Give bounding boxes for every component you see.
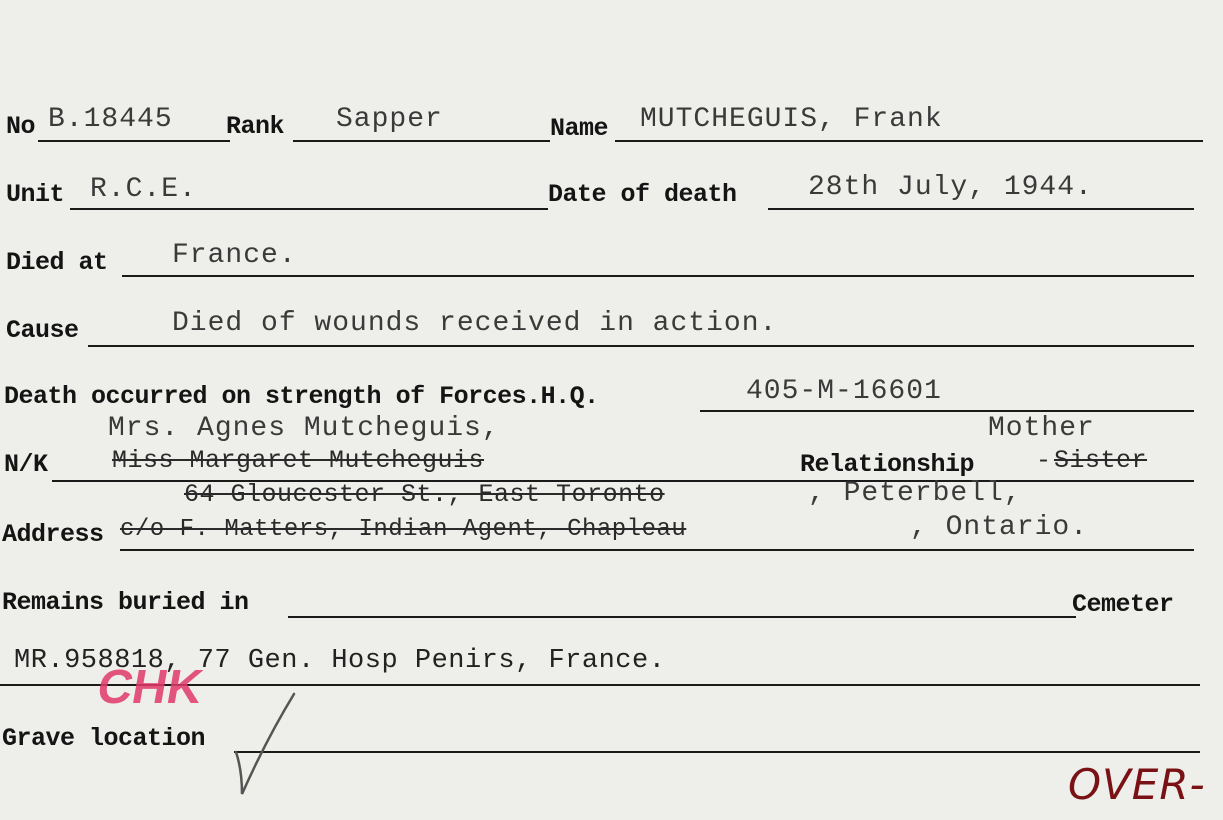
cause-underline — [88, 345, 1194, 347]
date-of-death-value: 28th July, 1944. — [808, 172, 1093, 203]
hq-underline — [700, 410, 1194, 412]
unit-value: R.C.E. — [90, 174, 197, 205]
address-line-1: , Peterbell, — [808, 478, 1022, 509]
cause-label: Cause — [6, 316, 79, 345]
rank-value: Sapper — [336, 104, 443, 135]
name-value: MUTCHEGUIS, Frank — [640, 104, 943, 135]
address-struck-1: 64 Gloucester St., East Toronto — [184, 480, 665, 509]
relationship-struck: Sister — [1054, 446, 1148, 475]
grave-location-label: Grave location — [2, 724, 206, 753]
relationship-struck-mark: - — [1036, 446, 1052, 475]
hq-reference: 405-M-16601 — [746, 376, 942, 407]
died-at-label: Died at — [6, 248, 108, 277]
address-line-2: , Ontario. — [910, 512, 1089, 543]
death-occurred-label: Death occurred on strength of Forces.H.Q. — [4, 382, 599, 411]
unit-label: Unit — [6, 180, 65, 209]
date-of-death-label: Date of death — [548, 180, 737, 209]
no-underline — [38, 140, 230, 142]
grave-underline — [234, 751, 1200, 753]
burial-note: MR.958818, 77 Gen. Hosp Penirs, France. — [14, 646, 666, 676]
check-mark-icon — [228, 690, 308, 800]
relationship-current: Mother — [988, 413, 1095, 444]
no-label: No — [6, 112, 36, 141]
died-at-underline — [122, 275, 1194, 277]
next-of-kin-struck: Miss Margaret Mutcheguis — [112, 446, 485, 475]
remains-label: Remains buried in — [2, 588, 249, 617]
chk-stamp: CHK — [93, 661, 207, 714]
unit-underline — [70, 208, 548, 210]
handwritten-over: OVER- — [1068, 760, 1206, 809]
relationship-label: Relationship — [800, 450, 975, 479]
nk-label: N/K — [4, 450, 48, 479]
rank-underline — [293, 140, 550, 142]
cemetery-label: Cemeter — [1072, 590, 1174, 619]
remains-underline — [288, 616, 1076, 618]
address-underline — [120, 549, 1194, 551]
date-underline — [768, 208, 1194, 210]
next-of-kin-current: Mrs. Agnes Mutcheguis, — [108, 413, 500, 444]
address-struck-2: c/o F. Matters, Indian Agent, Chapleau — [120, 516, 687, 543]
service-number: B.18445 — [48, 104, 173, 135]
name-label: Name — [550, 114, 609, 143]
died-at-value: France. — [172, 240, 297, 271]
cause-value: Died of wounds received in action. — [172, 308, 778, 339]
name-underline — [615, 140, 1203, 142]
rank-label: Rank — [226, 112, 285, 141]
address-label: Address — [2, 520, 104, 549]
